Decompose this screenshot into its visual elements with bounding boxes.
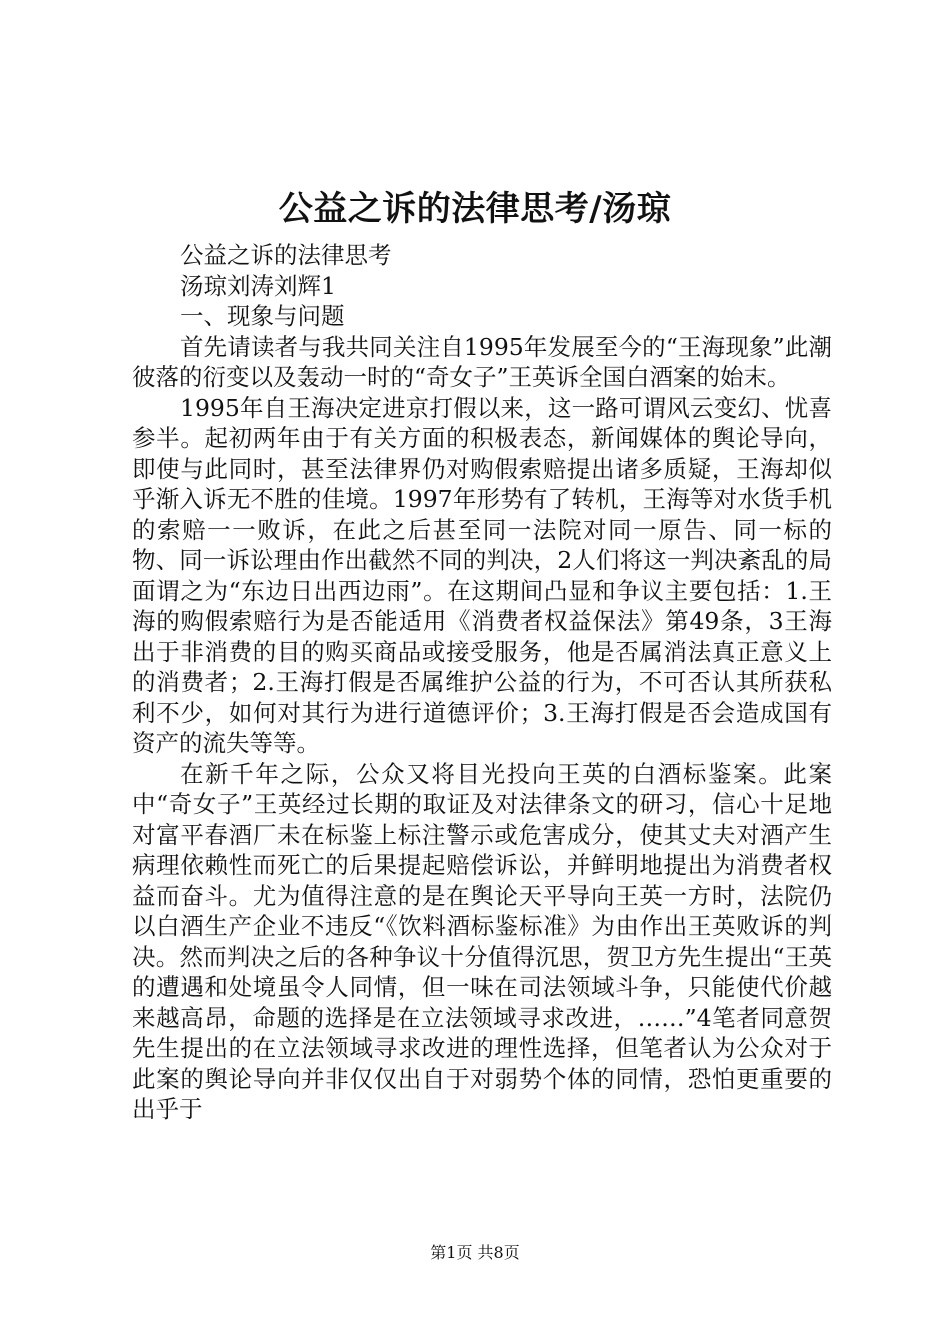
- document-body: [132, 240, 832, 1125]
- page-number-footer: 第1页 共8页: [430, 1243, 520, 1262]
- paragraph-authors: 汤琼刘涛刘辉1: [180, 271, 336, 300]
- paragraph-body: 在新千年之际，公众又将目光投向王英的白酒标鉴案。此案中“奇女子”王英经过长期的取证及对法律条文的研习，信心十足地对富平春酒厂未在标鉴上标注警示或危害成分，使其丈夫对酒产生病理依赖性而死亡的后果提起赔偿诉讼，并鲜明地提出为消费者权益而奋斗。尤为值得注意的是在舆论天平导向王英一方时，法院仍以白酒生产企业不违反“《饮料酒标鉴标准》为由作出王英败诉的判决。然而判决之后的各种争议十分值得沉思，贺卫方先生提出“王英的遭遇和处境虽令人同情，但一味在司法领域斗争，只能使代价越来越高昂，命题的选择是在立法领域寻求改进，……”4笔者同意贺先生提出的在立法领域寻求改进的理性选择，但笔者认为公众对于此案的舆论导向并非仅仅出自于对弱势个体的同情，恐怕更重要的出乎于: [132, 759, 832, 1123]
- document-title: 公益之诉的法律思考/汤琼: [278, 189, 672, 229]
- paragraph-body: 1995年自王海决定进京打假以来，这一路可谓风云变幻、忧喜参半。起初两年由于有关方面的积极表态，新闻媒体的舆论导向，即使与此同时，甚至法律界仍对购假索赔提出诸多质疑，王海却似乎渐入诉无不胜的佳境。1997年形势有了转机，王海等对水货手机的索赔一一败诉，在此之后甚至同一法院对同一原告、同一标的物、同一诉讼理由作出截然不同的判决，2人们将这一判决紊乱的局面谓之为“东边日出西边雨”。在这期间凸显和争议主要包括：1.王海的购假索赔行为是否能适用《消费者权益保法》第49条，3王海出于非消费的目的购买商品或接受服务，他是否属消法真正意义上的消费者；2.王海打假是否属维护公益的行为，不可否认其所获私利不少，如何对其行为进行道德评价；3.王海打假是否会造成国有资产的流失等等。: [132, 393, 832, 757]
- paragraph-section-heading: 一、现象与问题: [180, 302, 345, 330]
- paragraph-body: 首先请读者与我共同关注自1995年发展至今的“王海现象”此潮彼落的衍变以及轰动一时的“奇女子”王英诉全国白酒案的始末。: [132, 332, 832, 391]
- paragraph-subtitle: 公益之诉的法律思考: [180, 241, 392, 269]
